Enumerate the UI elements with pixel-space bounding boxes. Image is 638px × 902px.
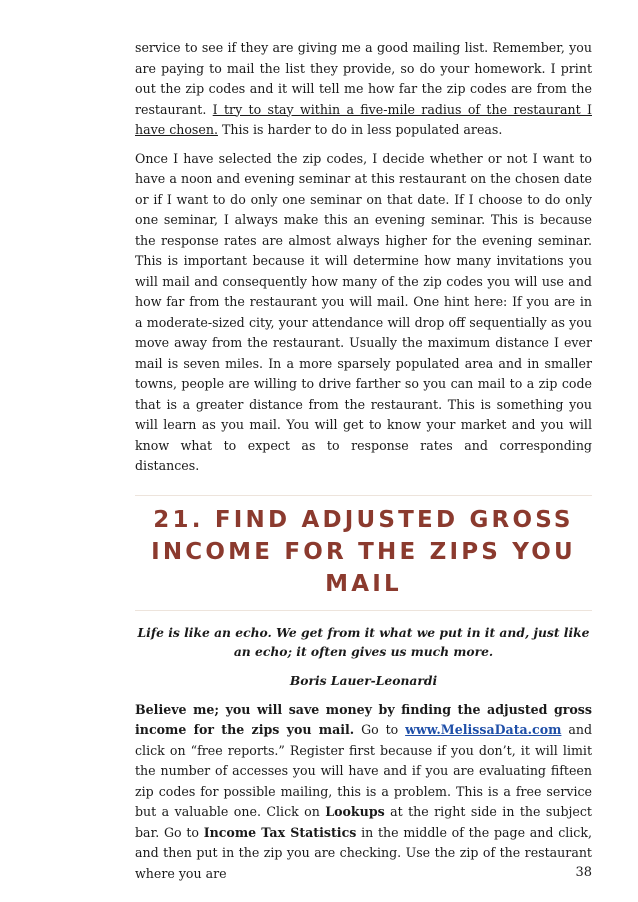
epigraph-quote: Life is like an echo. We get from it what we put in it and, just like an echo; it often gives us much more. xyxy=(137,624,590,659)
document-page xyxy=(135,38,592,892)
paragraph-2: Once I have selected the zip codes, I decide whether or not I want to have a noon and evening seminar at this restaurant on the chosen date or if I want to do only one seminar on that date. If I choose to do only one seminar, I always make this an evening seminar. This is because the response rates are almost always higher for the evening seminar. This is important because it will determine how many invitations you will mail and consequently how many of the zip codes you will use and how far from the restaurant you will mail. One hint here: If you are in a moderate-sized city, your attendance will drop off sequentially as you move away from the restaurant. Usually the maximum distance I ever mail is seven miles. In a more sparsely populated area and in smaller towns, people are willing to drive farther so you can mail to a zip code that is a greater distance from the restaurant. This is something you will learn as you mail. You will get to know your market and you will know what to expect as to response rates and corresponding distances. xyxy=(135,150,592,473)
bold-lookups: Lookups xyxy=(325,804,385,819)
bold-income-tax-statistics: Income Tax Statistics xyxy=(203,824,357,840)
underlined-sentence: I try to stay within a five-mile radius of the restaurant I have chosen. xyxy=(135,101,592,137)
paragraph-3-text-d: in the middle of the page and click, and then put in the zip you are checking. Use the zip of the restaurant where you are xyxy=(135,824,592,881)
page-number: 38 xyxy=(575,865,592,880)
epigraph-author: Boris Lauer-Leonardi xyxy=(289,672,438,688)
paragraph-1-text-b: This is harder to do in less populated areas. xyxy=(217,122,503,137)
paragraph-3-text-b: and click on “free reports.” Register first because if you don’t, it will limit the number of accesses you will have and if you are evaluating fifteen zip codes for possible mailing, this is a problem. This is a free service but a valuable one. Click on xyxy=(135,722,593,819)
paragraph-1-text-a: service to see if they are giving me a good mailing list. Remember, you are paying to mail the list they provide, so do your homework. I print out the zip codes and it will tell me how far the zip codes are from the restaurant. xyxy=(135,40,592,117)
paragraph-3 xyxy=(135,700,592,885)
melissadata-link[interactable]: www.MelissaData.com xyxy=(405,722,562,737)
paragraph-3-text-c: at the right side in the subject bar. Go to xyxy=(135,804,592,840)
paragraph-1 xyxy=(135,38,592,141)
paragraph-3-text-a: Go to xyxy=(354,722,406,737)
bold-lead-sentence: Believe me; you will save money by finding the adjusted gross income for the zips you mail. xyxy=(135,701,592,737)
chapter-heading-block xyxy=(135,495,592,611)
chapter-title: 21. FIND ADJUSTED GROSS INCOME FOR THE ZIPS YOU MAIL xyxy=(151,506,576,597)
